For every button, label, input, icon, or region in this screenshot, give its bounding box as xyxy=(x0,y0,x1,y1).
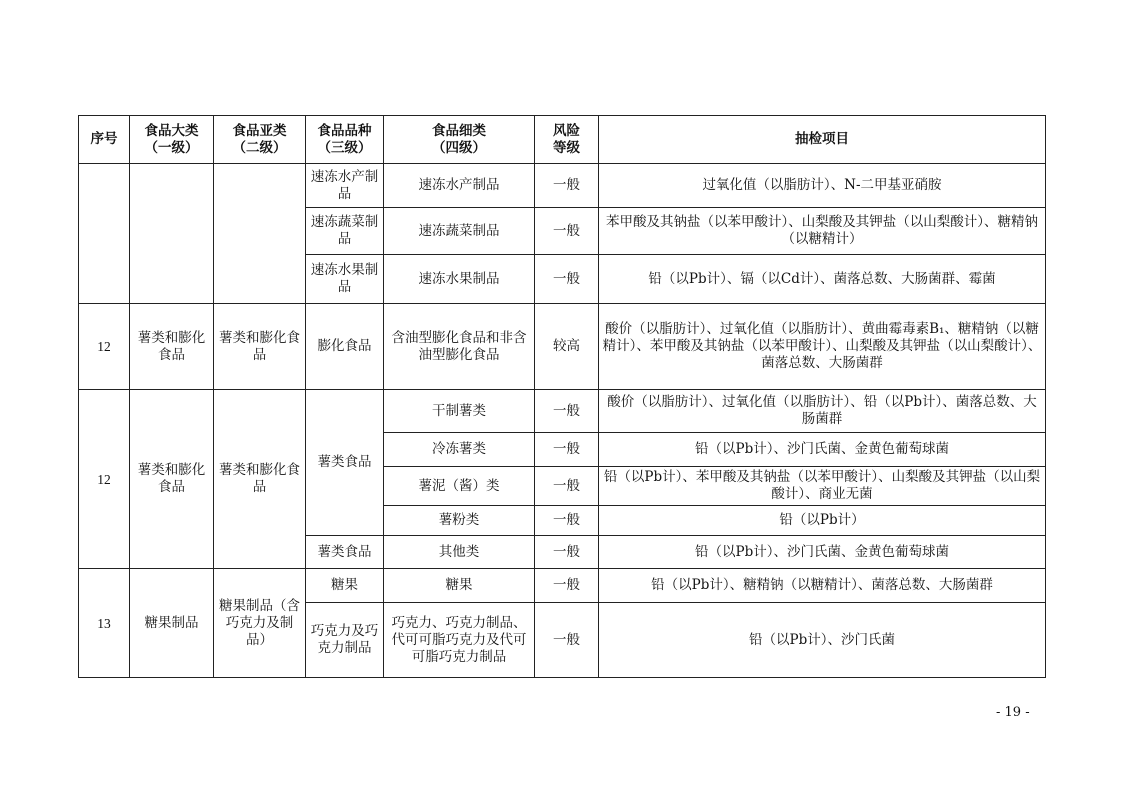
items-cell: 酸价（以脂肪计）、过氧化值（以脂肪计）、铅（以Pb计）、菌落总数、大肠菌群 xyxy=(599,390,1046,433)
risk-cell: 一般 xyxy=(535,164,599,208)
variety-cell: 薯类食品 xyxy=(306,390,384,536)
variety-cell: 薯类食品 xyxy=(306,536,384,569)
subtype-cell: 速冻蔬菜制品 xyxy=(384,208,535,255)
items-cell: 苯甲酸及其钠盐（以苯甲酸计）、山梨酸及其钾盐（以山梨酸计）、糖精钠（以糖精计） xyxy=(599,208,1046,255)
risk-cell: 一般 xyxy=(535,467,599,506)
subcategory-cell: 薯类和膨化食品 xyxy=(214,304,306,390)
subtype-cell: 其他类 xyxy=(384,536,535,569)
subtype-cell: 薯粉类 xyxy=(384,506,535,536)
items-cell: 过氧化值（以脂肪计）、N-二甲基亚硝胺 xyxy=(599,164,1046,208)
category-cell: 薯类和膨化食品 xyxy=(130,390,214,569)
risk-cell: 一般 xyxy=(535,433,599,467)
subcategory-cell: 糖果制品（含巧克力及制品） xyxy=(214,569,306,678)
table-row xyxy=(79,164,1046,208)
sampling-table xyxy=(78,115,1046,678)
seq-cell: 12 xyxy=(79,304,130,390)
seq-cell xyxy=(79,164,130,304)
header-risk: 风险 等级 xyxy=(535,116,599,164)
subtype-cell: 速冻水果制品 xyxy=(384,255,535,304)
table-row xyxy=(79,569,1046,603)
table-header-row xyxy=(79,116,1046,164)
items-cell: 铅（以Pb计） xyxy=(599,506,1046,536)
items-cell: 铅（以Pb计）、糖精钠（以糖精计）、菌落总数、大肠菌群 xyxy=(599,569,1046,603)
header-items: 抽检项目 xyxy=(599,116,1046,164)
items-cell: 铅（以Pb计）、苯甲酸及其钠盐（以苯甲酸计）、山梨酸及其钾盐（以山梨酸计）、商业无菌 xyxy=(599,467,1046,506)
subtype-cell: 巧克力、巧克力制品、代可可脂巧克力及代可可脂巧克力制品 xyxy=(384,603,535,678)
category-cell xyxy=(130,164,214,304)
category-cell: 薯类和膨化食品 xyxy=(130,304,214,390)
subtype-cell: 含油型膨化食品和非含油型膨化食品 xyxy=(384,304,535,390)
items-cell: 铅（以Pb计）、沙门氏菌、金黄色葡萄球菌 xyxy=(599,433,1046,467)
risk-cell: 一般 xyxy=(535,536,599,569)
page-number: - 19 - xyxy=(996,705,1030,720)
variety-cell: 速冻水果制品 xyxy=(306,255,384,304)
variety-cell: 速冻水产制品 xyxy=(306,164,384,208)
risk-cell: 一般 xyxy=(535,390,599,433)
variety-cell: 巧克力及巧克力制品 xyxy=(306,603,384,678)
items-cell: 铅（以Pb计）、沙门氏菌、金黄色葡萄球菌 xyxy=(599,536,1046,569)
variety-cell: 速冻蔬菜制品 xyxy=(306,208,384,255)
table-row xyxy=(79,390,1046,433)
items-cell: 铅（以Pb计）、沙门氏菌 xyxy=(599,603,1046,678)
table-row xyxy=(79,304,1046,390)
risk-cell: 一般 xyxy=(535,255,599,304)
subtype-cell: 干制薯类 xyxy=(384,390,535,433)
header-category: 食品大类 （一级） xyxy=(130,116,214,164)
seq-cell: 12 xyxy=(79,390,130,569)
header-seq: 序号 xyxy=(79,116,130,164)
variety-cell: 糖果 xyxy=(306,569,384,603)
subtype-cell: 糖果 xyxy=(384,569,535,603)
subtype-cell: 薯泥（酱）类 xyxy=(384,467,535,506)
risk-cell: 一般 xyxy=(535,603,599,678)
variety-cell: 膨化食品 xyxy=(306,304,384,390)
subcategory-cell xyxy=(214,164,306,304)
items-cell: 铅（以Pb计）、镉（以Cd计）、菌落总数、大肠菌群、霉菌 xyxy=(599,255,1046,304)
header-variety: 食品品种 （三级） xyxy=(306,116,384,164)
header-subcategory: 食品亚类 （二级） xyxy=(214,116,306,164)
risk-cell: 一般 xyxy=(535,506,599,536)
risk-cell: 一般 xyxy=(535,208,599,255)
subtype-cell: 冷冻薯类 xyxy=(384,433,535,467)
risk-cell: 较高 xyxy=(535,304,599,390)
header-subtype: 食品细类 （四级） xyxy=(384,116,535,164)
subtype-cell: 速冻水产制品 xyxy=(384,164,535,208)
seq-cell: 13 xyxy=(79,569,130,678)
items-cell: 酸价（以脂肪计）、过氧化值（以脂肪计）、黄曲霉毒素B₁、糖精钠（以糖精计）、苯甲酸及其钠盐（以苯甲酸计）、山梨酸及其钾盐（以山梨酸计）、菌落总数、大肠菌群 xyxy=(599,304,1046,390)
category-cell: 糖果制品 xyxy=(130,569,214,678)
subcategory-cell: 薯类和膨化食品 xyxy=(214,390,306,569)
risk-cell: 一般 xyxy=(535,569,599,603)
sampling-table-container xyxy=(78,115,1046,678)
